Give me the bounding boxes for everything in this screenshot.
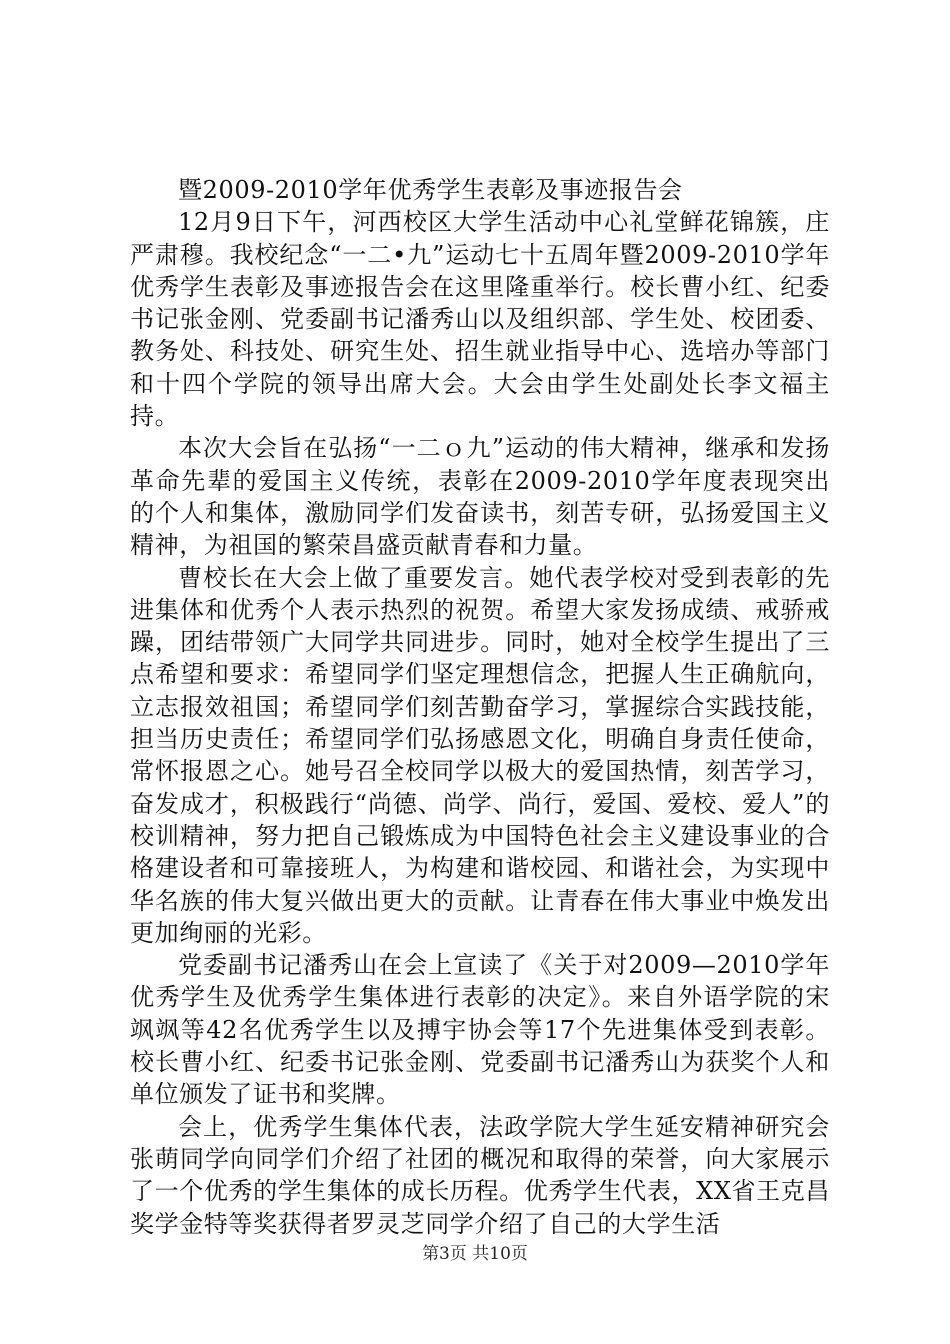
document-body xyxy=(130,174,830,1240)
paragraph: 曹校长在大会上做了重要发言。她代表学校对受到表彰的先进集体和优秀个人表示热烈的祝贺。希望大家发扬成绩、戒骄戒躁，团结带领广大同学共同进步。同时，她对全校学生提出了三点希望和要求：希望同学们坚定理想信念，把握人生正确航向，立志报效祖国；希望同学们刻苦勤奋学习，掌握综合实践技能，担当历史责任；希望同学们弘扬感恩文化，明确自身责任使命，常怀报恩之心。她号召全校同学以极大的爱国热情，刻苦学习，奋发成才，积极践行“尚德、尚学、尚行，爱国、爱校、爱人”的校训精神，努力把自己锻炼成为中国特色社会主义建设事业的合格建设者和可靠接班人，为构建和谐校园、和谐社会，为实现中华名族的伟大复兴做出更大的贡献。让青春在伟大事业中焕发出更加绚丽的光彩。 xyxy=(130,563,830,947)
paragraph: 党委副书记潘秀山在会上宣读了《关于对2009—2010学年优秀学生及优秀学生集体进行表彰的决定》。来自外语学院的宋飒飒等42名优秀学生以及搏宇协会等17个先进集体受到表彰。校长曹小红、纪委书记张金刚、党委副书记潘秀山为获奖个人和单位颁发了证书和奖牌。 xyxy=(130,951,830,1109)
page-number-footer: 第3页 共10页 xyxy=(422,1244,528,1264)
paragraph-title-line: 暨2009-2010学年优秀学生表彰及事迹报告会 xyxy=(178,176,683,204)
paragraph: 本次大会旨在弘扬“一二ｏ九”运动的伟大精神，继承和发扬革命先辈的爱国主义传统，表彰在2009-2010学年度表现突出的个人和集体，激励同学们发奋读书，刻苦专研，弘扬爱国主义精神，为祖国的繁荣昌盛贡献青春和力量。 xyxy=(130,434,830,560)
paragraph: 会上，优秀学生集体代表，法政学院大学生延安精神研究会张萌同学向同学们介绍了社团的概况和取得的荣誉，向大家展示了一个优秀的学生集体的成长历程。优秀学生代表，XX省王克昌奖学金特等奖获得者罗灵芝同学介绍了自己的大学生活 xyxy=(130,1112,830,1238)
paragraph: 12月9日下午，河西校区大学生活动中心礼堂鲜花锦簇，庄严肃穆。我校纪念“一二•九”运动七十五周年暨2009-2010学年优秀学生表彰及事迹报告会在这里隆重举行。校长曹小红、纪委书记张金刚、党委副书记潘秀山以及组织部、学生处、校团委、教务处、科技处、研究生处、招生就业指导中心、选培办等部门和十四个学院的领导出席大会。大会由学生处副处长李文福主持。 xyxy=(130,208,830,431)
